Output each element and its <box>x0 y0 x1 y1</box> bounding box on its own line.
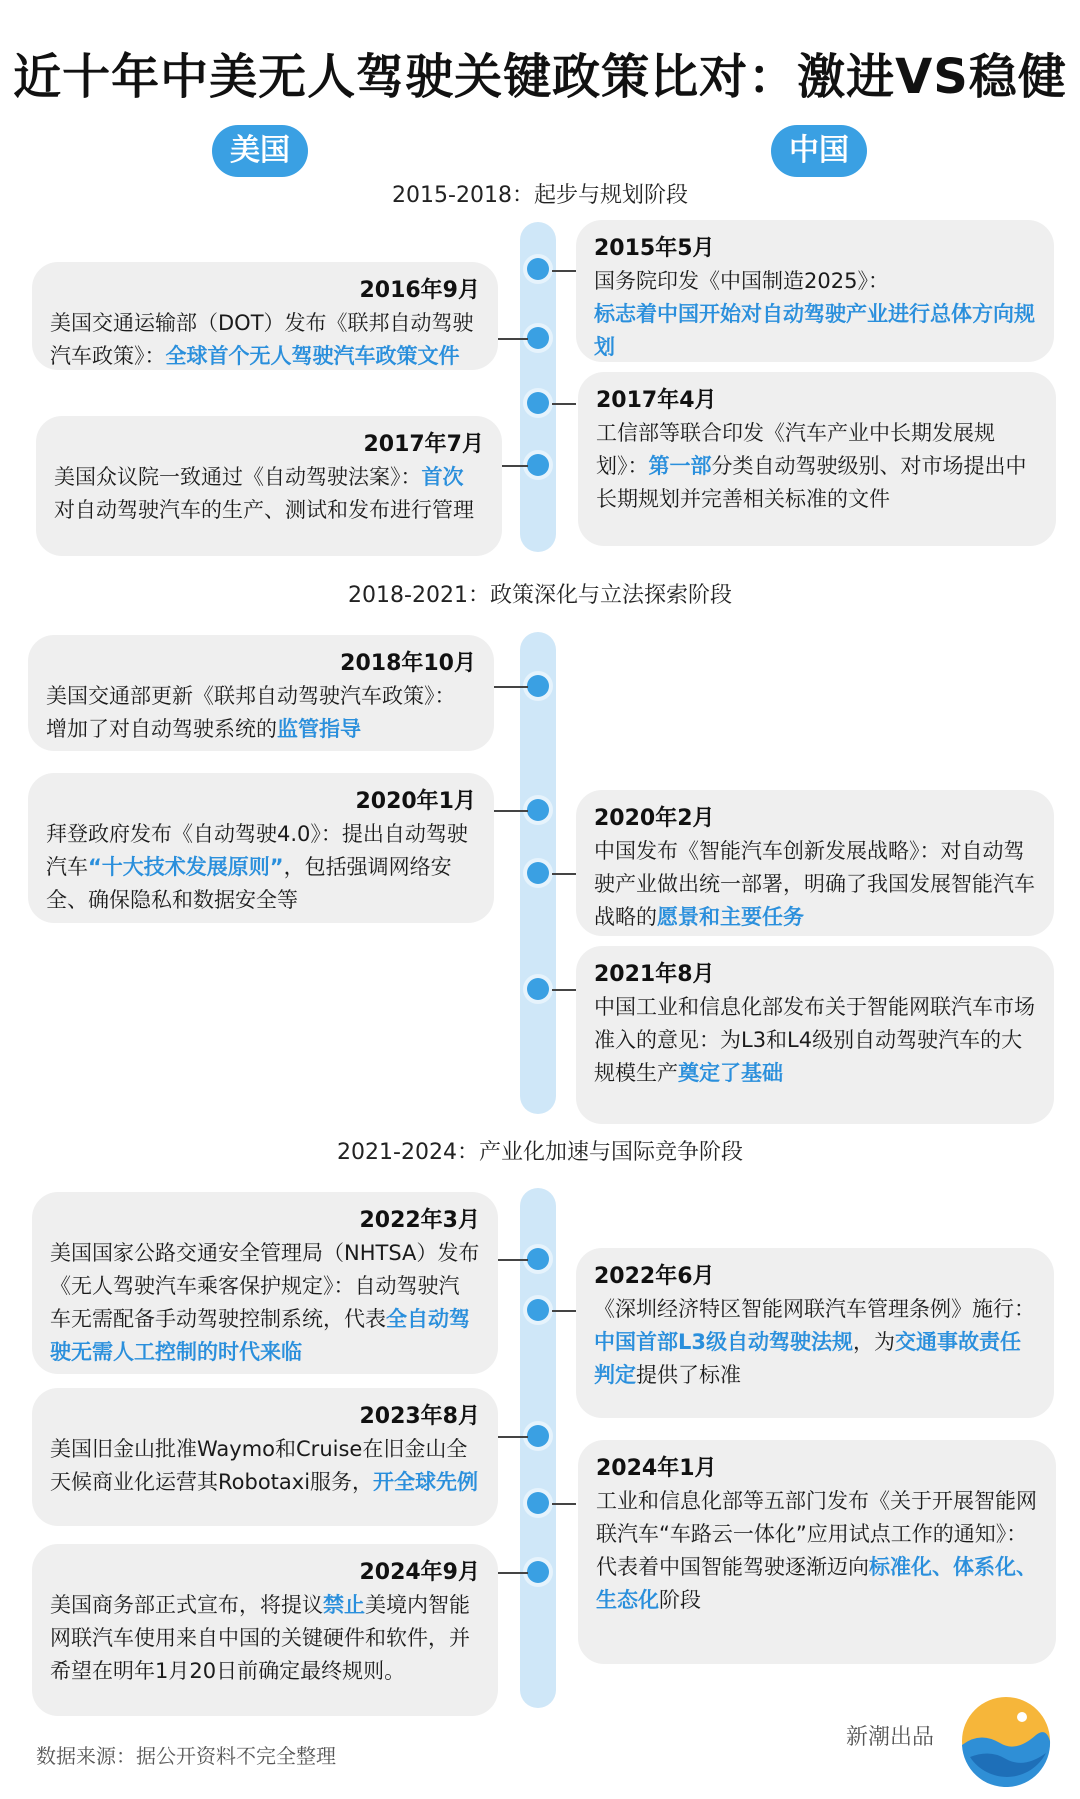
timeline-dot <box>527 675 549 697</box>
phase-heading-3: 2021-2024：产业化加速与国际竞争阶段 <box>337 1140 743 1165</box>
event-text: 对自动驾驶汽车的生产、测试和发布进行管理 <box>54 498 474 522</box>
timeline-dot <box>527 1299 549 1321</box>
cn-event-card <box>578 372 1056 546</box>
page-title: 近十年中美无人驾驶关键政策比对：激进VS稳健 <box>13 49 1067 105</box>
cn-event-card <box>578 1440 1056 1664</box>
event-date: 2022年3月 <box>359 1208 480 1233</box>
event-date: 2024年1月 <box>596 1456 717 1481</box>
connector-line <box>552 989 576 991</box>
event-text: 分类自动驾驶级别、对市场提出中长期规划并完善相关标准的文件 <box>596 454 1027 511</box>
phase-heading-1: 2015-2018：起步与规划阶段 <box>392 183 688 208</box>
event-text: ，为 <box>853 1330 895 1354</box>
event-date: 2016年9月 <box>359 278 480 303</box>
timeline-dot <box>527 258 549 280</box>
event-highlight: 奠定了基础 <box>678 1061 783 1085</box>
timeline-dot <box>527 978 549 1000</box>
event-date: 2017年7月 <box>363 432 484 457</box>
event-text: 美国旧金山批准Waymo和Cruise在旧金山全天候商业化运营其Robotaxi服务， <box>50 1437 468 1494</box>
event-text: 拜登政府发布《自动驾驶4.0》：提出自动驾驶汽车 <box>46 822 468 879</box>
connector-line <box>552 873 576 875</box>
us-label: 美国 <box>212 125 308 177</box>
event-text: 工业和信息化部等五部门发布《关于开展智能网联汽车“车路云一体化”应用试点工作的通知》：代表着中国智能驾驶逐渐迈向 <box>596 1489 1037 1579</box>
timeline-dot <box>527 1425 549 1447</box>
event-text: 提供了标准 <box>636 1363 741 1387</box>
us-event-card <box>28 635 494 751</box>
cn-event-card <box>576 220 1054 362</box>
event-text: ，包括强调网络安全、确保隐私和数据安全等 <box>46 855 452 912</box>
us-event-card <box>32 1192 498 1374</box>
event-text: 中国发布《智能汽车创新发展战略》：对自动驾驶产业做出统一部署，明确了我国发展智能汽车战略的 <box>594 839 1035 929</box>
cn-label: 中国 <box>771 125 867 177</box>
event-text: 美国国家公路交通安全管理局（NHTSA）发布《无人驾驶汽车乘客保护规定》：自动驾驶汽车无需配备手动驾驶控制系统，代表 <box>50 1241 480 1331</box>
us-event-card <box>28 773 494 923</box>
connector-line <box>492 686 528 688</box>
connector-line <box>552 270 576 272</box>
connector-line <box>552 1310 576 1312</box>
event-date: 2023年8月 <box>359 1404 480 1429</box>
connector-line <box>498 465 528 467</box>
brand-label: 新潮出品 <box>846 1725 935 1750</box>
event-highlight: 全自动驾驶无需人工控制的时代来临 <box>50 1307 470 1364</box>
cn-event-card <box>576 1248 1054 1418</box>
event-highlight: 开全球先例 <box>373 1470 479 1494</box>
event-text: 美境内智能网联汽车使用来自中国的关键硬件和软件，并希望在明年1月20日前确定最终规则。 <box>50 1593 470 1683</box>
event-text: 美国众议院一致通过《自动驾驶法案》： <box>54 465 422 489</box>
event-date: 2024年9月 <box>359 1560 480 1585</box>
event-highlight: “十大技术发展原则” <box>88 855 284 879</box>
event-date: 2017年4月 <box>596 388 717 413</box>
event-text: 阶段 <box>659 1588 701 1612</box>
timeline-dot <box>527 327 549 349</box>
connector-line <box>498 338 528 340</box>
data-source-note: 数据来源：据公开资料不完全整理 <box>36 1744 336 1768</box>
us-event-card <box>32 1544 498 1716</box>
event-highlight: 禁止 <box>323 1593 365 1617</box>
timeline-dot <box>527 1248 549 1270</box>
event-date: 2020年1月 <box>355 789 476 814</box>
event-highlight: 交通事故责任判定 <box>594 1330 1021 1387</box>
event-text: 中国工业和信息化部发布关于智能网联汽车市场准入的意见：为L3和L4级别自动驾驶汽车的大规模生产 <box>594 995 1035 1085</box>
timeline-dot <box>527 799 549 821</box>
event-highlight: 全球首个无人驾驶汽车政策文件 <box>165 344 460 368</box>
event-highlight: 愿景和主要任务 <box>657 905 804 929</box>
event-text: 《深圳经济特区智能网联汽车管理条例》施行： <box>594 1297 1035 1321</box>
phase-heading-2: 2018-2021：政策深化与立法探索阶段 <box>348 583 732 608</box>
cn-event-card <box>576 946 1054 1124</box>
event-text: 美国交通部更新《联邦自动驾驶汽车政策》：增加了对自动驾驶系统的 <box>46 684 456 741</box>
event-date: 2018年10月 <box>340 651 476 676</box>
event-date: 2021年8月 <box>594 962 715 987</box>
event-text: 工信部等联合印发《汽车产业中长期发展规划》： <box>596 421 995 478</box>
event-highlight: 中国首部L3级自动驾驶法规 <box>594 1330 853 1354</box>
event-date: 2020年2月 <box>594 806 715 831</box>
event-highlight: 标志着中国开始对自动驾驶产业进行总体方向规划 <box>594 302 1035 359</box>
timeline-dot <box>527 1561 549 1583</box>
connector-line <box>552 403 576 405</box>
event-date: 2022年6月 <box>594 1264 715 1289</box>
event-text: 国务院印发《中国制造2025》： <box>594 269 889 293</box>
event-text: 美国商务部正式宣布，将提议 <box>50 1593 323 1617</box>
event-date: 2015年5月 <box>594 236 715 261</box>
event-highlight: 首次 <box>421 465 464 489</box>
us-event-card <box>32 1388 498 1526</box>
connector-line <box>492 810 528 812</box>
event-highlight: 标准化、体系化、生态化 <box>596 1555 1037 1612</box>
timeline-dot <box>527 392 549 414</box>
connector-line <box>552 1503 576 1505</box>
event-highlight: 第一部 <box>648 454 712 478</box>
timeline-dot <box>527 862 549 884</box>
timeline-dot <box>527 1492 549 1514</box>
event-highlight: 监管指导 <box>277 717 361 741</box>
cn-event-card <box>576 790 1054 936</box>
event-text: 美国交通运输部（DOT）发布《联邦自动驾驶汽车政策》： <box>50 311 474 368</box>
us-event-card <box>36 416 502 556</box>
brand-logo-icon <box>960 1695 1052 1787</box>
us-event-card <box>32 262 498 370</box>
timeline-dot <box>527 454 549 476</box>
